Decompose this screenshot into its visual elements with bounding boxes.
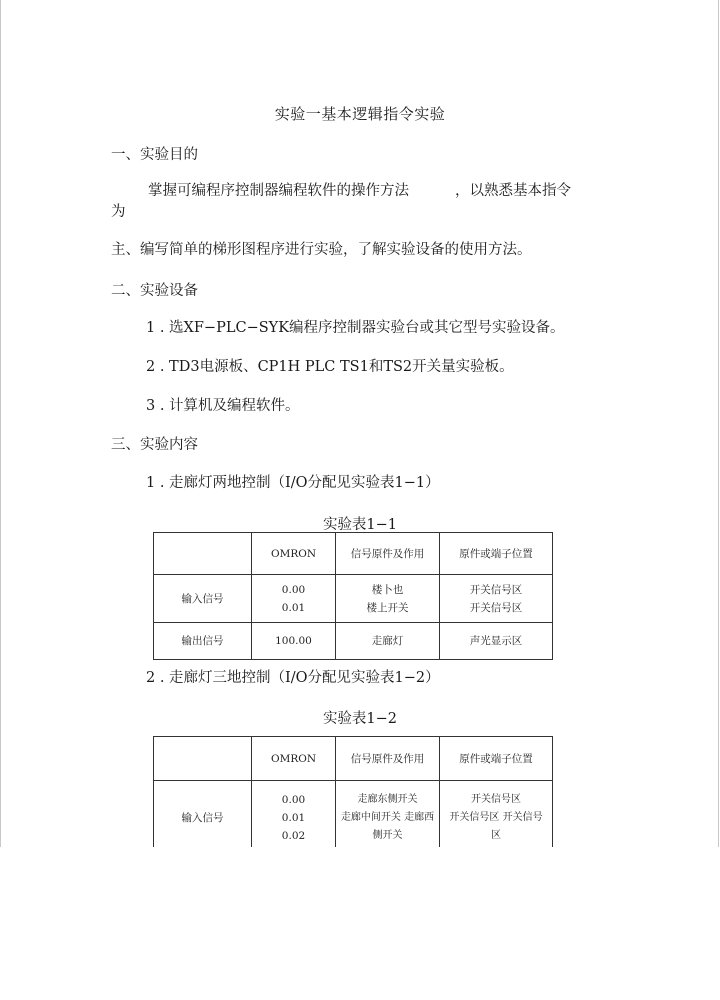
table2-addr: 0.00 <box>281 794 306 806</box>
table2-func: 侧开关 <box>372 830 403 841</box>
equipment-item-2: 2 . TD3电源板、CP1H PLC TS1和TS2开关量实验板。 <box>146 359 514 375</box>
content-item-1: 1 . 走廊灯两地控制（I/O分配见实验表1−1） <box>146 475 440 491</box>
document-title: 实验一基本逻辑指令实验 <box>274 105 446 123</box>
table1-func-cell <box>336 575 440 623</box>
table2-header-omron: OMRON <box>252 737 336 781</box>
table2-pos: 区 <box>491 830 501 841</box>
table2-header-row <box>154 737 553 781</box>
table1-pos: 开关信号区 <box>469 583 523 596</box>
table2-header-function: 信号原件及作用 <box>336 737 440 781</box>
table1-func: 楼卜也 <box>371 583 404 596</box>
table2-row-label: 输入信号 <box>154 781 252 856</box>
table2-pos: 开关信号区 开关信号 <box>449 812 543 823</box>
table2-addr-cell <box>252 781 336 856</box>
table-row <box>154 781 553 856</box>
table1-func: 楼上开关 <box>366 601 409 614</box>
table1-addr: 100.00 <box>252 623 336 660</box>
table1-addr: 0.00 <box>281 583 306 596</box>
table1-pos: 声光显示区 <box>440 623 553 660</box>
table2-func-cell <box>336 781 440 856</box>
table2-pos-cell <box>440 781 553 856</box>
table1-pos: 开关信号区 <box>469 601 523 614</box>
section-heading-equipment: 二、实验设备 <box>111 283 198 299</box>
table2-addr: 0.02 <box>281 830 306 842</box>
purpose-paragraph-line1b: ，以熟悉基本指令 <box>455 183 571 199</box>
table1-header-row <box>154 533 553 575</box>
table1-addr-cell <box>252 575 336 623</box>
table2-addr: 0.01 <box>281 812 306 824</box>
table-row <box>154 623 553 660</box>
table1-row-label: 输入信号 <box>154 575 252 623</box>
equipment-item-1: 1 . 选XF−PLC−SYK编程序控制器实验台或其它型号实验设备。 <box>146 320 565 336</box>
table-row <box>154 575 553 623</box>
table2-caption: 实验表1−2 <box>322 711 398 727</box>
table1-header-position: 原件或端子位置 <box>440 533 553 575</box>
table1-func: 走廊灯 <box>336 623 440 660</box>
table1-addr: 0.01 <box>281 601 306 614</box>
content-item-2: 2 . 走廊灯三地控制（I/O分配见实验表1−2） <box>146 670 440 686</box>
table2-func: 走廊东侧开关 <box>357 794 418 805</box>
equipment-item-3: 3 . 计算机及编程软件。 <box>146 398 300 414</box>
table1-header-function: 信号原件及作用 <box>336 533 440 575</box>
section-heading-content: 三、实验内容 <box>111 437 198 453</box>
section-heading-purpose: 一、实验目的 <box>111 147 198 163</box>
table2-pos: 开关信号区 <box>471 794 521 805</box>
table1-row-label: 输出信号 <box>154 623 252 660</box>
table1-pos-cell <box>440 575 553 623</box>
page-bottom-blank <box>0 847 720 1000</box>
purpose-paragraph-line1a: 掌握可编程序控制器编程软件的操作方法 <box>148 183 409 199</box>
table1-caption: 实验表1−1 <box>322 517 398 533</box>
table1-header-omron: OMRON <box>252 533 336 575</box>
table2-header-position: 原件或端子位置 <box>440 737 553 781</box>
table-1 <box>153 532 553 660</box>
purpose-paragraph-line3: 主、编写简单的梯形图程序进行实验，了解实验设备的使用方法。 <box>111 242 532 258</box>
table2-header-blank <box>154 737 252 781</box>
table1-header-blank <box>154 533 252 575</box>
table2-func: 走廊中间开关 走廊西 <box>340 812 435 823</box>
purpose-paragraph-line2: 为 <box>111 204 126 220</box>
